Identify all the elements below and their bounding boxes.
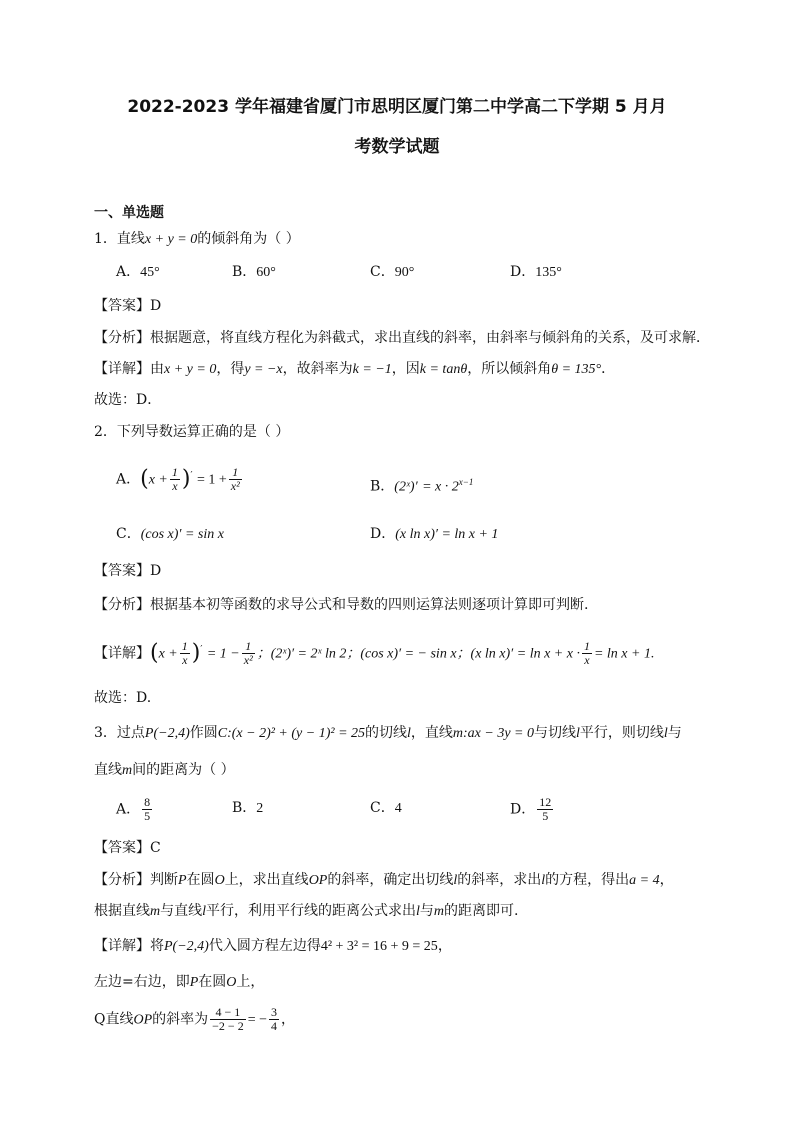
q3-option-b: B．2: [232, 800, 264, 816]
q1-option-d: D．135°: [510, 264, 562, 280]
q1-answer-value: D: [150, 298, 162, 314]
q1-option-a: A．45°: [116, 264, 160, 280]
q1-analysis-text: 根据题意，将直线方程化为斜截式，求出直线的斜率，由斜率与倾斜角的关系，及可求解．: [150, 330, 710, 346]
q2-number: 2．: [94, 424, 117, 440]
analysis-tag: 【分析】: [94, 330, 150, 346]
q3-analysis-line1: 【分析】判断P在圆O上，求出直线OP的斜率，确定出切线l的斜率，求出l的方程，得出a = 4，: [94, 872, 674, 888]
q3-detail-line1: 【详解】将P(−2,4)代入圆方程左边得4² + 3² = 16 + 9 = 25，: [94, 938, 452, 954]
q2-option-b: B．(2ˣ)′ = $x \cdot 2^{x-1}$: [370, 477, 474, 495]
q1-option-b: B．60°: [232, 264, 276, 280]
q2-stem: [94, 422, 289, 442]
q1-analysis: [94, 328, 710, 348]
q1-conclusion: 故选：D．: [94, 392, 162, 408]
detail-tag: 【详解】: [94, 361, 150, 377]
q2-answer-value: D: [150, 563, 162, 579]
q2-detail: 【详解】(x + $\frac{1}{x}$ )′ = 1 − $\frac{1}{\text{x²}}$ ；(2ˣ)′ = 2ˣ ln 2；(cos x)′ = − sin x；(x ln x)′ = ln x + x · $\frac{1}{x}$ = ln x + 1.: [94, 639, 655, 668]
answer-tag: 【答案】: [94, 298, 150, 314]
q2-conclusion: 故选：D.: [94, 690, 152, 706]
q3-detail-line3: Q直线OP的斜率为 $\frac{4 - 1}{-2 - 2}$ = − $\frac{3}{4}$ ，: [94, 1005, 295, 1033]
document-title-line2: 考数学试题: [354, 137, 440, 157]
q3-answer-value: C: [150, 840, 161, 856]
q1-stem-math: x + y = 0: [144, 232, 198, 247]
q3-stem-line1: 3．过点P(−2,4)作圆C:(x − 2)² + (y − 1)² = 25的切线l，直线m:ax − 3y = 0与切线l平行，则切线l与: [94, 725, 682, 741]
q3-stem-line2: 直线m间的距离为（ ）: [94, 762, 235, 778]
q2-option-d: D．(x ln x)′ = ln x + 1: [370, 526, 499, 542]
q2-analysis-text: 根据基本初等函数的求导公式和导数的四则运算法则逐项计算即可判断.: [150, 597, 589, 613]
q1-stem-suffix: 的倾斜角为（ ）: [197, 231, 300, 247]
document-title-line1: 2022-2023 学年福建省厦门市思明区厦门第二中学高二下学期 5 月月: [127, 97, 667, 117]
q3-option-d: D． $\frac{12}{5}$: [510, 795, 552, 823]
q1-number: 1．: [94, 231, 117, 247]
q2-stem-text: 下列导数运算正确的是（ ）: [116, 424, 290, 440]
q1-stem: [94, 229, 300, 250]
q1-stem-text: 直线: [116, 231, 145, 247]
q3-option-c: C．4: [370, 800, 402, 816]
q2-option-c: C．(cos x)′ = sin x: [116, 526, 224, 542]
q2-option-a: A．(x + $\frac{1}{x}$ )′ = 1 + $\frac{1}{\text{x²}}$: [116, 465, 240, 494]
q1-answer: [94, 296, 161, 316]
q1-detail: 【详解】由x + y = 0，得y = −x，故斜率为k = −1，因k = tanθ，所以倾斜角θ = 135°．: [94, 361, 616, 377]
q2-analysis: 【分析】根据基本初等函数的求导公式和导数的四则运算法则逐项计算即可判断.: [94, 597, 589, 613]
q3-analysis-line2: 根据直线m与直线l平行，利用平行线的距离公式求出l与m的距离即可.: [94, 903, 519, 919]
section-heading: 一、单选题: [94, 205, 164, 221]
q3-option-a: A． $\frac{8}{5}$: [116, 795, 151, 823]
q3-detail-line2: 左边=右边，即P在圆O上，: [94, 974, 265, 990]
q3-answer: 【答案】C: [94, 840, 161, 856]
q1-option-c: C．90°: [370, 264, 415, 280]
q2-answer: 【答案】D: [94, 563, 162, 579]
